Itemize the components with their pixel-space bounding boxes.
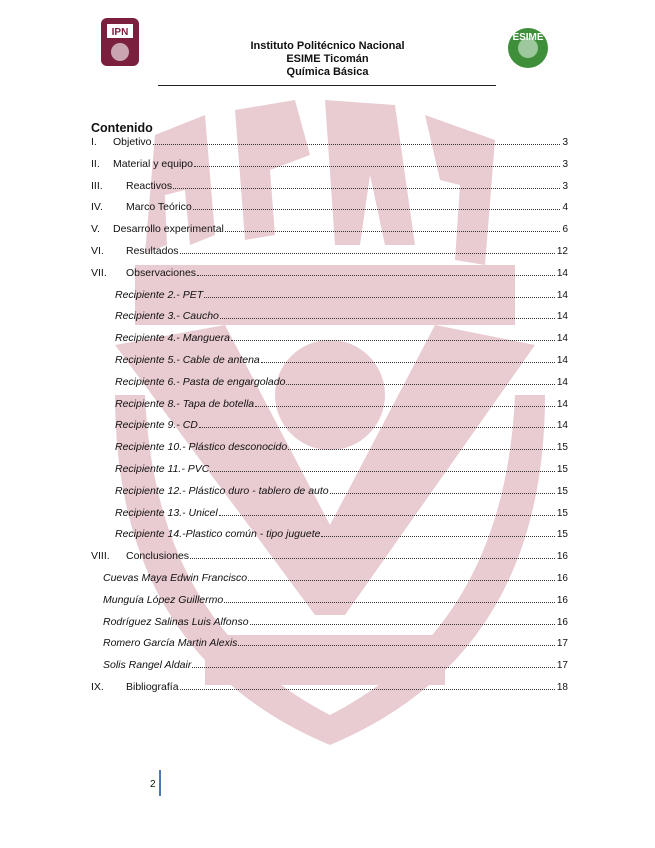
toc-entry[interactable] xyxy=(91,550,568,572)
toc-entry-text: Recipiente 6.- Pasta de engargolado xyxy=(115,375,286,388)
toc-entry-text: Bibliografía xyxy=(126,680,179,693)
toc-entry-number: IX. xyxy=(91,680,104,693)
toc-subentry[interactable] xyxy=(91,376,568,398)
document-header xyxy=(0,40,655,79)
toc-leader xyxy=(330,493,555,494)
toc-leader xyxy=(190,558,555,559)
toc-entry-page: 17 xyxy=(556,660,568,672)
header-subject: Química Básica xyxy=(286,66,369,78)
toc-entry-page: 14 xyxy=(556,398,568,410)
toc-entry[interactable] xyxy=(91,180,568,202)
toc-entry[interactable] xyxy=(91,201,568,223)
toc-leader xyxy=(224,602,555,603)
toc-leader xyxy=(173,188,560,189)
toc-entry-page: 15 xyxy=(556,507,568,519)
toc-title: Contenido xyxy=(91,121,153,135)
toc-leader xyxy=(153,144,561,145)
page-number: 2 xyxy=(150,779,156,790)
toc-entry-text: Recipiente 9.- CD xyxy=(115,419,198,432)
toc-entry-text: Recipiente 5.- Cable de antena xyxy=(115,353,260,366)
toc-leader xyxy=(238,645,554,646)
toc-leader xyxy=(248,580,555,581)
toc-entry-number: I. xyxy=(91,136,97,148)
toc-entry-page: 14 xyxy=(556,333,568,345)
toc-entry-text: Recipiente 8.- Tapa de botella xyxy=(115,397,255,410)
toc-entry-page: 15 xyxy=(556,529,568,541)
toc-entry-page: 3 xyxy=(562,158,568,170)
toc-entry-number: IV. xyxy=(91,201,103,214)
toc-subentry[interactable] xyxy=(91,463,568,485)
toc-leader xyxy=(219,515,555,516)
toc-entry-text: Desarrollo experimental xyxy=(113,223,224,236)
toc-entry-text: Romero García Martin Alexis xyxy=(103,637,238,650)
toc-entry-number: VI. xyxy=(91,244,104,257)
toc-leader xyxy=(255,406,555,407)
toc-subentry[interactable] xyxy=(91,528,568,550)
toc-entry-text: Material y equipo xyxy=(113,157,193,170)
header-divider xyxy=(158,85,496,86)
toc-subentry[interactable] xyxy=(91,419,568,441)
toc-entry-text: Conclusiones xyxy=(126,550,190,563)
toc-entry-text: Objetivo xyxy=(113,136,152,148)
toc-entry-page: 14 xyxy=(556,289,568,301)
toc-leader xyxy=(220,318,555,319)
toc-entry-text: Rodríguez Salinas Luis Alfonso xyxy=(103,615,249,628)
toc-subentry[interactable] xyxy=(91,398,568,420)
toc-subentry[interactable] xyxy=(91,441,568,463)
toc-subentry[interactable] xyxy=(91,289,568,311)
toc-entry-page: 16 xyxy=(556,551,568,563)
toc-entry-page: 16 xyxy=(556,572,568,584)
toc-entry-number: VII. xyxy=(91,266,107,279)
toc-entry-number: II. xyxy=(91,157,100,170)
toc-entry-page: 3 xyxy=(562,137,568,148)
toc-entry[interactable] xyxy=(91,681,568,703)
header-institution: Instituto Politécnico Nacional xyxy=(250,40,405,52)
toc-entry-page: 15 xyxy=(556,463,568,475)
toc-leader xyxy=(210,471,555,472)
table-of-contents xyxy=(91,136,568,703)
toc-subentry[interactable] xyxy=(91,354,568,376)
toc-entry-text: Reactivos xyxy=(126,179,173,192)
toc-entry-page: 4 xyxy=(562,202,568,214)
toc-leader xyxy=(231,340,555,341)
toc-entry-page: 16 xyxy=(556,616,568,628)
toc-entry-page: 15 xyxy=(556,442,568,454)
toc-entry-page: 14 xyxy=(556,376,568,388)
toc-entry-text: Recipiente 4.- Manguera xyxy=(115,332,230,345)
toc-subentry[interactable] xyxy=(91,485,568,507)
toc-subentry[interactable] xyxy=(91,332,568,354)
toc-leader xyxy=(321,536,554,537)
toc-leader xyxy=(192,667,555,668)
esime-logo-text: ESIME xyxy=(512,32,544,43)
toc-entry-text: Cuevas Maya Edwin Francisco xyxy=(103,571,248,584)
toc-entry-text: Solis Rangel Aldair xyxy=(103,659,192,672)
toc-entry-text: Recipiente 12.- Plástico duro - tablero de auto xyxy=(115,484,329,497)
toc-entry-page: 16 xyxy=(556,594,568,606)
toc-subentry[interactable] xyxy=(91,507,568,529)
toc-entry-text: Observaciones xyxy=(126,266,197,279)
toc-leader xyxy=(180,689,555,690)
toc-entry-page: 6 xyxy=(562,224,568,236)
ipn-logo-text: IPN xyxy=(111,27,129,38)
toc-entry-number: III. xyxy=(91,179,103,192)
toc-entry[interactable] xyxy=(91,267,568,289)
toc-entry-page: 12 xyxy=(556,245,568,257)
toc-entry-text: Recipiente 3.- Caucho xyxy=(115,310,219,323)
toc-entry-text: Recipiente 11.- PVC xyxy=(115,462,210,475)
toc-entry[interactable] xyxy=(91,245,568,267)
toc-subentry[interactable] xyxy=(91,637,568,659)
toc-subentry[interactable] xyxy=(91,659,568,681)
toc-entry-page: 17 xyxy=(556,638,568,650)
toc-leader xyxy=(288,449,555,450)
toc-leader xyxy=(197,275,555,276)
toc-leader xyxy=(250,624,555,625)
toc-leader xyxy=(193,209,561,210)
toc-entry-text: Recipiente 10.- Plástico desconocido xyxy=(115,441,288,454)
toc-leader xyxy=(199,427,555,428)
toc-entry-page: 14 xyxy=(556,420,568,432)
toc-entry-page: 14 xyxy=(556,267,568,279)
toc-entry-text: Recipiente 14.-Plastico común - tipo juguete xyxy=(115,528,321,541)
page-number-bar xyxy=(159,770,161,796)
toc-entry[interactable] xyxy=(91,136,568,158)
toc-entry-page: 14 xyxy=(556,311,568,323)
toc-entry-text: Resultados xyxy=(126,244,179,257)
toc-entry-text: Recipiente 2.- PET xyxy=(115,288,204,301)
toc-entry[interactable] xyxy=(91,158,568,180)
toc-entry-number: V. xyxy=(91,223,100,236)
toc-subentry[interactable] xyxy=(91,594,568,616)
toc-entry-page: 3 xyxy=(562,180,568,192)
toc-subentry[interactable] xyxy=(91,310,568,332)
toc-subentry[interactable] xyxy=(91,616,568,638)
toc-leader xyxy=(261,362,555,363)
toc-entry-text: Marco Teórico xyxy=(126,201,192,214)
toc-entry-number: VIII. xyxy=(91,550,110,563)
toc-entry[interactable] xyxy=(91,223,568,245)
toc-leader xyxy=(180,253,555,254)
toc-entry-page: 14 xyxy=(556,354,568,366)
toc-entry-text: Munguía López Guillermo xyxy=(103,593,224,606)
toc-entry-page: 15 xyxy=(556,485,568,497)
toc-entry-text: Recipiente 13.- Unicel xyxy=(115,506,218,519)
header-school: ESIME Ticomán xyxy=(286,53,369,65)
toc-entry-page: 18 xyxy=(556,681,568,693)
toc-subentry[interactable] xyxy=(91,572,568,594)
toc-leader xyxy=(204,297,555,298)
toc-leader xyxy=(286,384,554,385)
toc-leader xyxy=(225,231,561,232)
toc-leader xyxy=(194,166,560,167)
